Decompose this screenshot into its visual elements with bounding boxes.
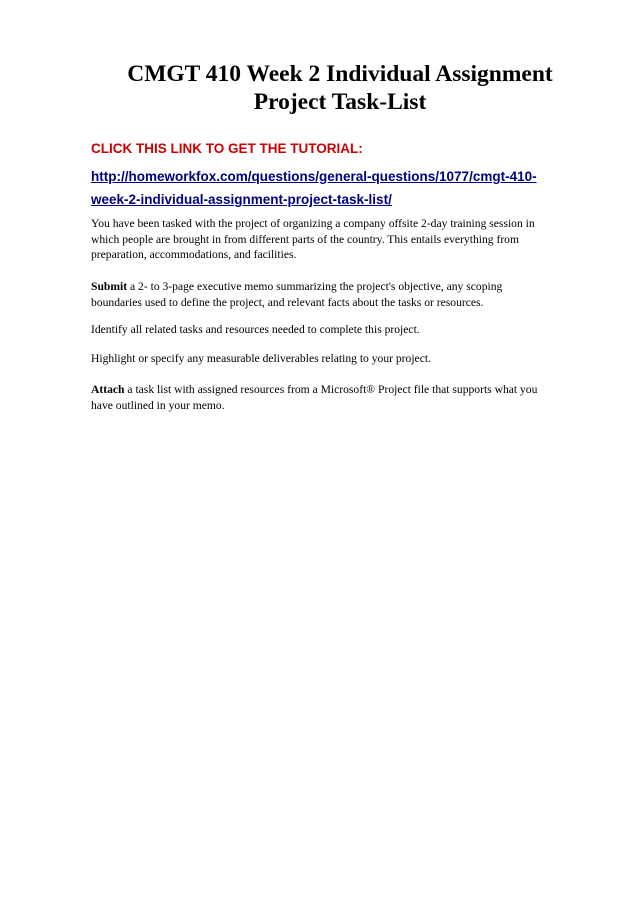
paragraph-line: Identify all related tasks and resources needed to complete this project. <box>91 323 420 336</box>
paragraph-line: boundaries used to define the project, and relevant facts about the tasks or resources. <box>91 295 484 309</box>
paragraph-identify <box>91 322 601 338</box>
attach-lead: Attach <box>91 383 125 396</box>
attach-text: a task list with assigned resources from a Microsoft® Project file that supports what you <box>124 383 538 396</box>
paragraph-task-intro <box>91 216 601 263</box>
submit-lead: Submit <box>91 280 128 293</box>
paragraph-line <box>91 382 601 398</box>
tutorial-link-line-2[interactable]: week-2-individual-assignment-project-task-list/ <box>91 192 392 207</box>
submit-text: a 2- to 3-page executive memo summarizing the project's objective, any scoping <box>127 280 503 293</box>
title-line-1: CMGT 410 Week 2 Individual Assignment <box>127 61 553 87</box>
paragraph-submit <box>91 279 601 310</box>
paragraph-line <box>91 279 601 295</box>
document-title <box>60 60 620 116</box>
paragraph-line: which people are brought in from different parts of the country. This entails everything from <box>91 232 519 246</box>
tutorial-callout: CLICK THIS LINK TO GET THE TUTORIAL: <box>91 141 363 156</box>
paragraph-line: preparation, accommodations, and facilities. <box>91 248 297 261</box>
tutorial-link-line-1[interactable]: http://homeworkfox.com/questions/general-questions/1077/cmgt-410- <box>91 169 537 184</box>
title-line-2: Project Task-List <box>253 89 427 115</box>
paragraph-attach <box>91 382 601 413</box>
paragraph-highlight <box>91 351 601 367</box>
tutorial-link[interactable] <box>91 165 611 211</box>
paragraph-line: You have been tasked with the project of organizing a company offsite 2-day training session in <box>91 217 535 230</box>
paragraph-line: Highlight or specify any measurable deliverables relating to your project. <box>91 352 431 365</box>
paragraph-line: have outlined in your memo. <box>91 398 225 412</box>
